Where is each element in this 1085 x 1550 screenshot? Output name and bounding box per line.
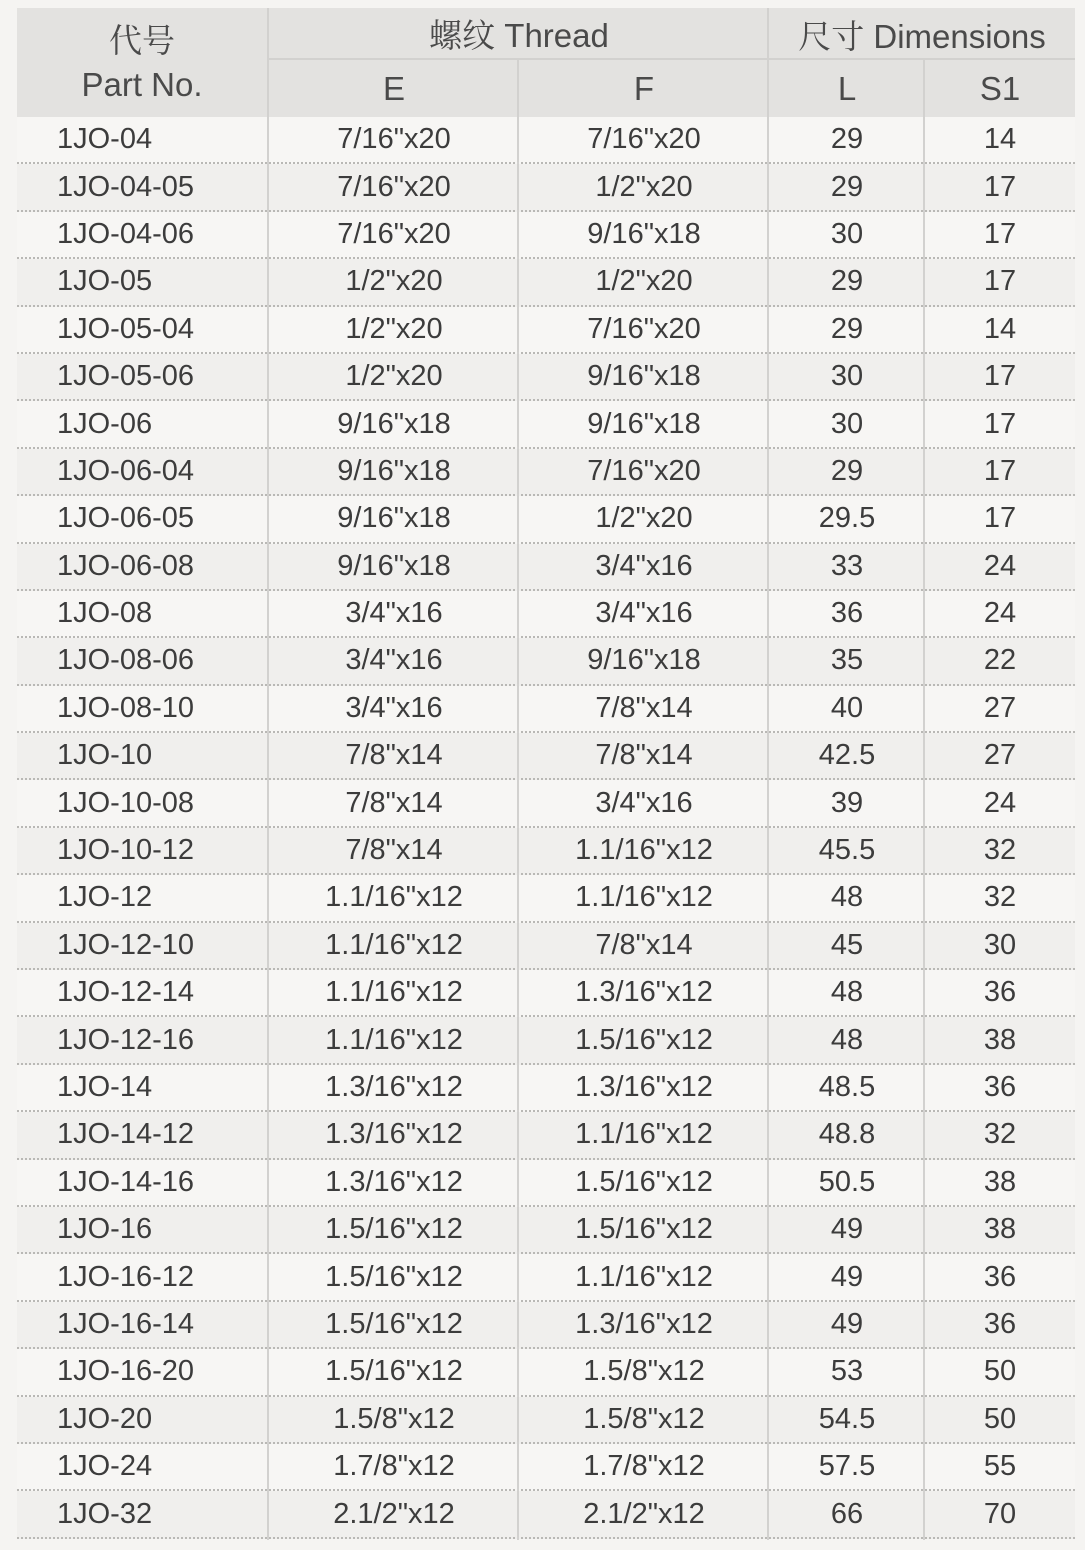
table-row (17, 780, 1075, 827)
thread-f-cell: 3/4"x16 (595, 597, 693, 630)
part-no-cell: 1JO-05-06 (57, 360, 195, 393)
table-row (17, 496, 1075, 543)
part-no-cell: 1JO-10 (57, 739, 153, 772)
thread-f-cell: 7/8"x14 (595, 739, 693, 772)
part-no-cell: 1JO-14-16 (57, 1165, 195, 1198)
col-l-header: L (837, 69, 857, 107)
table-row (17, 1207, 1075, 1254)
dim-s1-cell: 36 (983, 1071, 1017, 1103)
thread-e-cell: 7/16"x20 (337, 217, 451, 250)
dim-l-cell: 57.5 (818, 1450, 876, 1483)
table-row (17, 1444, 1075, 1491)
thread-f-cell: 1.1/16"x12 (575, 1260, 713, 1293)
dim-l-cell: 48 (830, 1023, 864, 1056)
part-no-cell: 1JO-16-20 (57, 1355, 195, 1388)
thread-e-cell: 7/8"x14 (345, 739, 443, 772)
dim-l-cell: 36 (830, 597, 864, 630)
table-row (17, 307, 1075, 354)
dim-l-cell: 42.5 (818, 739, 876, 772)
dim-s1-cell: 32 (983, 881, 1017, 914)
thread-e-cell: 1.5/16"x12 (325, 1213, 463, 1246)
part-no-cell: 1JO-12-16 (57, 1023, 195, 1056)
table-row (17, 638, 1075, 685)
thread-e-cell: 1.3/16"x12 (325, 1165, 463, 1198)
table-row (17, 1254, 1075, 1301)
part-no-cell: 1JO-10-12 (57, 834, 195, 867)
dim-s1-cell: 14 (983, 312, 1017, 345)
dim-s1-cell: 36 (983, 1260, 1017, 1293)
column-divider (517, 58, 519, 1540)
col-s1-header: S1 (979, 69, 1021, 107)
thread-f-cell: 1.1/16"x12 (575, 1118, 713, 1151)
dim-l-cell: 49 (830, 1307, 864, 1340)
dim-s1-cell: 36 (983, 1307, 1017, 1340)
part-no-cell: 1JO-10-08 (57, 786, 195, 819)
table-row (17, 1112, 1075, 1159)
thread-f-cell: 2.1/2"x12 (583, 1497, 705, 1530)
dim-l-cell: 30 (830, 217, 864, 250)
column-divider (923, 58, 925, 1540)
thread-e-cell: 9/16"x18 (337, 502, 451, 535)
table-row (17, 1160, 1075, 1207)
dim-s1-cell: 50 (983, 1402, 1017, 1435)
table-row (17, 828, 1075, 875)
dim-s1-cell: 50 (983, 1355, 1017, 1388)
part-no-cell: 1JO-20 (57, 1402, 153, 1435)
thread-f-cell: 1.5/16"x12 (575, 1165, 713, 1198)
thread-e-cell: 3/4"x16 (345, 691, 443, 724)
thread-e-cell: 9/16"x18 (337, 454, 451, 487)
part-no-cell: 1JO-08-10 (57, 691, 195, 724)
header-divider (269, 58, 1075, 60)
thread-e-cell: 1.1/16"x12 (325, 928, 463, 961)
thread-e-cell: 9/16"x18 (337, 407, 451, 440)
table-row (17, 1491, 1075, 1538)
dim-l-cell: 30 (830, 407, 864, 440)
part-no-cell: 1JO-12-10 (57, 928, 195, 961)
part-no-cell: 1JO-16-12 (57, 1260, 195, 1293)
thread-e-cell: 1.5/8"x12 (333, 1402, 455, 1435)
thread-e-cell: 7/16"x20 (337, 123, 451, 156)
table-row (17, 970, 1075, 1017)
part-no-cell: 1JO-05-04 (57, 312, 195, 345)
dim-l-cell: 48.5 (818, 1071, 876, 1103)
dim-l-cell: 48 (830, 881, 864, 914)
table-row (17, 923, 1075, 970)
dim-l-cell: 29 (830, 454, 864, 487)
table-row (17, 733, 1075, 780)
part-no-cell: 1JO-24 (57, 1450, 153, 1483)
part-no-cell: 1JO-06-04 (57, 454, 195, 487)
thread-f-cell: 7/8"x14 (595, 691, 693, 724)
dim-s1-cell: 32 (983, 1118, 1017, 1151)
thread-f-cell: 1.5/8"x12 (583, 1402, 705, 1435)
dim-l-cell: 29.5 (818, 502, 876, 535)
thread-f-cell: 1.5/16"x12 (575, 1023, 713, 1056)
thread-e-cell: 1.3/16"x12 (325, 1118, 463, 1151)
table-row (17, 591, 1075, 638)
dim-l-cell: 29 (830, 265, 864, 298)
thread-e-cell: 1.5/16"x12 (325, 1307, 463, 1340)
table-row (17, 1302, 1075, 1349)
col-e-header: E (382, 69, 405, 107)
part-no-header-en: Part No. (81, 65, 203, 103)
dim-s1-cell: 24 (983, 597, 1017, 630)
thread-header: 螺纹 Thread (429, 16, 609, 54)
dim-l-cell: 66 (830, 1497, 864, 1530)
dim-l-cell: 54.5 (818, 1402, 876, 1435)
dim-s1-cell: 38 (983, 1165, 1017, 1198)
dim-s1-cell: 17 (983, 407, 1017, 440)
table-row (17, 875, 1075, 922)
table-row (17, 117, 1075, 164)
thread-e-cell: 3/4"x16 (345, 644, 443, 677)
table-row (17, 1065, 1075, 1112)
table-row (17, 544, 1075, 591)
thread-f-cell: 9/16"x18 (587, 407, 701, 440)
dim-s1-cell: 24 (983, 786, 1017, 819)
thread-f-cell: 1.1/16"x12 (575, 881, 713, 914)
table-row (17, 1017, 1075, 1064)
part-no-cell: 1JO-06-08 (57, 549, 195, 582)
thread-e-cell: 1/2"x20 (345, 312, 443, 345)
dim-s1-cell: 17 (983, 454, 1017, 487)
part-no-cell: 1JO-08 (57, 597, 153, 630)
table-row (17, 259, 1075, 306)
dim-s1-cell: 22 (983, 644, 1017, 677)
part-no-header-cn: 代号 (109, 21, 175, 59)
dim-l-cell: 45.5 (818, 834, 876, 867)
part-no-cell: 1JO-06-05 (57, 502, 195, 535)
dim-l-cell: 53 (830, 1355, 864, 1388)
part-no-cell: 1JO-14 (57, 1071, 153, 1103)
thread-e-cell: 3/4"x16 (345, 597, 443, 630)
part-no-cell: 1JO-06 (57, 407, 153, 440)
table-row (17, 1397, 1075, 1444)
part-no-cell: 1JO-12 (57, 881, 153, 914)
thread-e-cell: 7/8"x14 (345, 786, 443, 819)
thread-e-cell: 1.3/16"x12 (325, 1071, 463, 1103)
table-row (17, 401, 1075, 448)
dim-s1-cell: 32 (983, 834, 1017, 867)
thread-f-cell: 1/2"x20 (595, 265, 693, 298)
dim-s1-cell: 17 (983, 217, 1017, 250)
dim-l-cell: 39 (830, 786, 864, 819)
thread-f-cell: 1.3/16"x12 (575, 1307, 713, 1340)
dim-s1-cell: 17 (983, 265, 1017, 298)
dim-s1-cell: 55 (983, 1450, 1017, 1483)
part-no-cell: 1JO-16-14 (57, 1307, 195, 1340)
thread-e-cell: 7/8"x14 (345, 834, 443, 867)
thread-f-cell: 1/2"x20 (595, 502, 693, 535)
col-f-header: F (633, 69, 655, 107)
table-row (17, 164, 1075, 211)
part-no-cell: 1JO-08-06 (57, 644, 195, 677)
thread-f-cell: 3/4"x16 (595, 549, 693, 582)
dim-l-cell: 35 (830, 644, 864, 677)
part-no-header (17, 8, 267, 117)
dim-l-cell: 29 (830, 312, 864, 345)
dim-s1-cell: 70 (983, 1497, 1017, 1530)
thread-e-cell: 1/2"x20 (345, 360, 443, 393)
thread-f-cell: 7/16"x20 (587, 123, 701, 156)
thread-f-cell: 1.5/16"x12 (575, 1213, 713, 1246)
part-no-cell: 1JO-32 (57, 1497, 153, 1530)
thread-e-cell: 1.5/16"x12 (325, 1355, 463, 1388)
dim-s1-cell: 38 (983, 1023, 1017, 1056)
dim-s1-cell: 36 (983, 976, 1017, 1009)
thread-e-cell: 1/2"x20 (345, 265, 443, 298)
dim-l-cell: 48.8 (818, 1118, 876, 1151)
thread-f-cell: 9/16"x18 (587, 360, 701, 393)
thread-f-cell: 1.1/16"x12 (575, 834, 713, 867)
table-row (17, 354, 1075, 401)
dimensions-header: 尺寸 Dimensions (798, 17, 1046, 55)
thread-f-cell: 1.3/16"x12 (575, 1071, 713, 1103)
table-row (17, 212, 1075, 259)
dim-l-cell: 40 (830, 691, 864, 724)
dim-l-cell: 49 (830, 1260, 864, 1293)
spec-table (17, 8, 1075, 1540)
column-divider (267, 8, 269, 1540)
dim-l-cell: 49 (830, 1213, 864, 1246)
thread-e-cell: 2.1/2"x12 (333, 1497, 455, 1530)
dim-s1-cell: 27 (983, 739, 1017, 772)
thread-e-cell: 1.7/8"x12 (333, 1450, 455, 1483)
dim-l-cell: 30 (830, 360, 864, 393)
part-no-cell: 1JO-04 (57, 123, 153, 156)
table-row (17, 1349, 1075, 1396)
dim-l-cell: 45 (830, 928, 864, 961)
thread-f-cell: 7/16"x20 (587, 312, 701, 345)
dim-s1-cell: 38 (983, 1213, 1017, 1246)
dim-s1-cell: 17 (983, 360, 1017, 393)
thread-e-cell: 1.1/16"x12 (325, 1023, 463, 1056)
thread-e-cell: 9/16"x18 (337, 549, 451, 582)
dim-l-cell: 33 (830, 549, 864, 582)
dim-s1-cell: 27 (983, 691, 1017, 724)
thread-f-cell: 9/16"x18 (587, 644, 701, 677)
table-row (17, 686, 1075, 733)
dim-s1-cell: 24 (983, 549, 1017, 582)
part-no-cell: 1JO-12-14 (57, 976, 195, 1009)
part-no-cell: 1JO-05 (57, 265, 153, 298)
thread-f-cell: 7/16"x20 (587, 454, 701, 487)
thread-f-cell: 7/8"x14 (595, 928, 693, 961)
thread-e-cell: 7/16"x20 (337, 170, 451, 203)
thread-f-cell: 1.3/16"x12 (575, 976, 713, 1009)
dim-s1-cell: 14 (983, 123, 1017, 156)
thread-f-cell: 1.5/8"x12 (583, 1355, 705, 1388)
thread-f-cell: 3/4"x16 (595, 786, 693, 819)
dim-l-cell: 29 (830, 170, 864, 203)
thread-f-cell: 1.7/8"x12 (583, 1450, 705, 1483)
part-no-cell: 1JO-16 (57, 1213, 153, 1246)
thread-f-cell: 1/2"x20 (595, 170, 693, 203)
thread-f-cell: 9/16"x18 (587, 217, 701, 250)
column-divider (767, 8, 769, 1540)
dim-l-cell: 29 (830, 123, 864, 156)
thread-e-cell: 1.1/16"x12 (325, 976, 463, 1009)
dim-l-cell: 50.5 (818, 1165, 876, 1198)
table-row (17, 449, 1075, 496)
table-header (17, 8, 1075, 117)
table-body (17, 117, 1075, 1539)
part-no-cell: 1JO-04-05 (57, 170, 195, 203)
dim-s1-cell: 30 (983, 928, 1017, 961)
part-no-cell: 1JO-14-12 (57, 1118, 195, 1151)
thread-e-cell: 1.1/16"x12 (325, 881, 463, 914)
thread-e-cell: 1.5/16"x12 (325, 1260, 463, 1293)
dim-s1-cell: 17 (983, 502, 1017, 535)
dim-s1-cell: 17 (983, 170, 1017, 203)
dim-l-cell: 48 (830, 976, 864, 1009)
part-no-cell: 1JO-04-06 (57, 217, 195, 250)
